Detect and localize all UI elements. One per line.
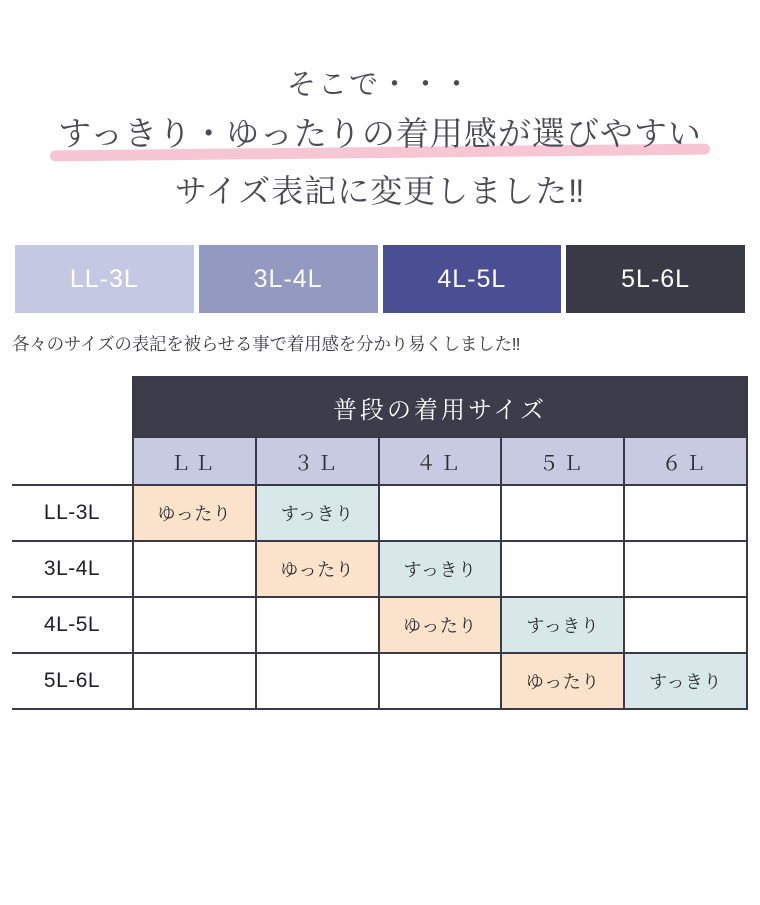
cell-r0-c1: すっきり: [256, 485, 379, 541]
size-matrix-wrapper: [12, 376, 748, 710]
row-header-4l-5l: 4L-5L: [12, 597, 133, 653]
swatch-5l-6l: [566, 245, 745, 313]
cell-r2-c0: [133, 597, 256, 653]
explanatory-note: 各々のサイズの表記を被らせる事で着用感を分かり易くしました‼: [12, 334, 521, 355]
swatch-label: 3L-4L: [253, 264, 323, 293]
matrix-title-row: [12, 377, 747, 437]
size-swatch-row: [15, 245, 745, 313]
cell-r3-c4: すっきり: [624, 653, 747, 709]
cell-r0-c3: [501, 485, 624, 541]
cell-r0-c2: [379, 485, 502, 541]
matrix-corner-blank: [12, 377, 133, 437]
cell-r3-c1: [256, 653, 379, 709]
column-header-6l: ６Ｌ: [624, 437, 747, 485]
table-row: [12, 653, 747, 709]
swatch-4l-5l: [383, 245, 562, 313]
cell-r1-c3: [501, 541, 624, 597]
headline-line-2: すっきり・ゆったりの着用感が選びやすい: [58, 114, 702, 152]
row-header-ll-3l: LL-3L: [12, 485, 133, 541]
matrix-header-row: [12, 437, 747, 485]
table-row: [12, 541, 747, 597]
matrix-title: 普段の着用サイズ: [133, 377, 747, 437]
cell-r3-c0: [133, 653, 256, 709]
cell-r2-c3: すっきり: [501, 597, 624, 653]
column-header-4l: ４Ｌ: [379, 437, 502, 485]
column-header-3l: ３Ｌ: [256, 437, 379, 485]
cell-r2-c2: ゆったり: [379, 597, 502, 653]
swatch-ll-3l: [15, 245, 194, 313]
swatch-label: 5L-6L: [621, 264, 691, 293]
row-header-3l-4l: 3L-4L: [12, 541, 133, 597]
cell-r0-c4: [624, 485, 747, 541]
cell-r3-c2: [379, 653, 502, 709]
size-matrix-table: [12, 376, 748, 710]
matrix-corner-blank-2: [12, 437, 133, 485]
cell-r1-c4: [624, 541, 747, 597]
page-root: [0, 70, 760, 905]
column-header-ll: ＬＬ: [133, 437, 256, 485]
swatch-label: LL-3L: [69, 264, 139, 293]
cell-r1-c1: ゆったり: [256, 541, 379, 597]
cell-r0-c0: ゆったり: [133, 485, 256, 541]
cell-r2-c1: [256, 597, 379, 653]
table-row: [12, 597, 747, 653]
swatch-3l-4l: [199, 245, 378, 313]
row-header-5l-6l: 5L-6L: [12, 653, 133, 709]
swatch-label: 4L-5L: [437, 264, 507, 293]
cell-r3-c3: ゆったり: [501, 653, 624, 709]
headline-line-1: そこで・・・: [286, 69, 473, 101]
cell-r1-c2: すっきり: [379, 541, 502, 597]
cell-r2-c4: [624, 597, 747, 653]
cell-r1-c0: [133, 541, 256, 597]
headline-line-3: サイズ表記に変更しました‼: [174, 173, 586, 210]
table-row: [12, 485, 747, 541]
headline-block: [0, 70, 760, 209]
headline-line-2-wrapper: [58, 116, 702, 152]
column-header-5l: ５Ｌ: [501, 437, 624, 485]
